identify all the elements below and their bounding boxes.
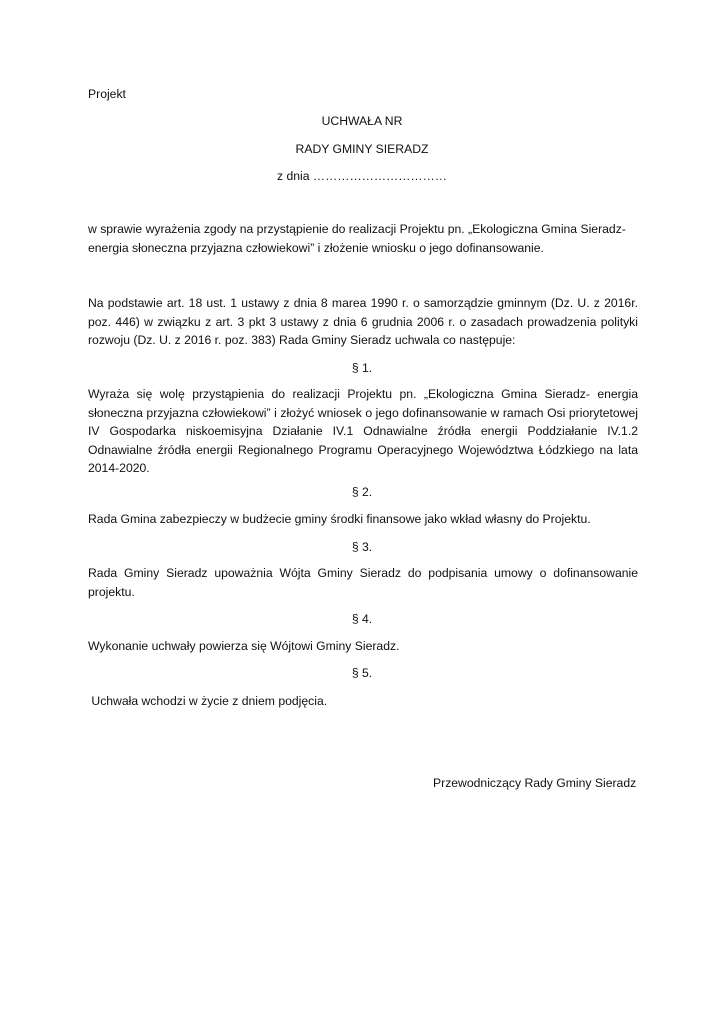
section-3-sign: § 3. bbox=[351, 540, 373, 554]
resolution-subject: w sprawie wyrażenia zgody na przystąpienie do realizacji Projektu pn. „Ekologiczna Gmina Sieradz- energia słoneczna przyjazna człowiekowi” i złożenie wniosku o jego dofinansowanie. bbox=[88, 222, 626, 255]
section-2-text: Rada Gmina zabezpieczy w budżecie gminy środki finansowe jako wkład własny do Projektu. bbox=[88, 512, 591, 526]
section-5-text: Uchwała wchodzi w życie z dniem podjęcia. bbox=[88, 694, 328, 708]
legal-basis-preamble: Na podstawie art. 18 ust. 1 ustawy z dnia 8 marea 1990 r. o samorządzie gminnym (Dz. U. z 2016r. poz. 446) w związku z art. 3 pkt 3 ustawy z dnia 6 grudnia 2006 r. o zasadach prowadzenia polityki rozwoju (Dz. U. z 2016 r. poz. 383) Rada Gminy Sieradz uchwala co następuje: bbox=[88, 296, 638, 347]
section-2-sign: § 2. bbox=[351, 485, 373, 499]
section-1-sign: § 1. bbox=[351, 361, 373, 375]
resolution-title: UCHWAŁA NR bbox=[321, 114, 403, 128]
section-1-text: Wyraża się wolę przystąpienia do realizacji Projektu pn. „Ekologiczna Gmina Sieradz- energia słoneczna przyjazna człowiekowi” i złożyć wniosek o jego dofinansowanie w ramach Osi priorytetowej IV Gospodarka niskoemisyjna Działanie IV.1 Odnawialne źródła energii Poddziałanie IV.1.2 Odnawialne źródła energii Regionalnego Programu Operacyjnego Województwa Łódzkiego na lata 2014-2020. bbox=[88, 387, 638, 475]
council-name: RADY GMINY SIERADZ bbox=[295, 142, 429, 156]
project-label: Projekt bbox=[88, 87, 126, 101]
section-3-text: Rada Gminy Sieradz upoważnia Wójta Gminy Sieradz do podpisania umowy o dofinansowanie projektu. bbox=[88, 566, 638, 599]
resolution-date: z dnia …………………………… bbox=[277, 169, 447, 183]
section-4-text: Wykonanie uchwały powierza się Wójtowi Gminy Sieradz. bbox=[88, 639, 400, 653]
signature-chairman: Przewodniczący Rady Gminy Sieradz bbox=[433, 776, 637, 790]
section-5-sign: § 5. bbox=[351, 666, 373, 680]
section-4-sign: § 4. bbox=[351, 612, 373, 626]
